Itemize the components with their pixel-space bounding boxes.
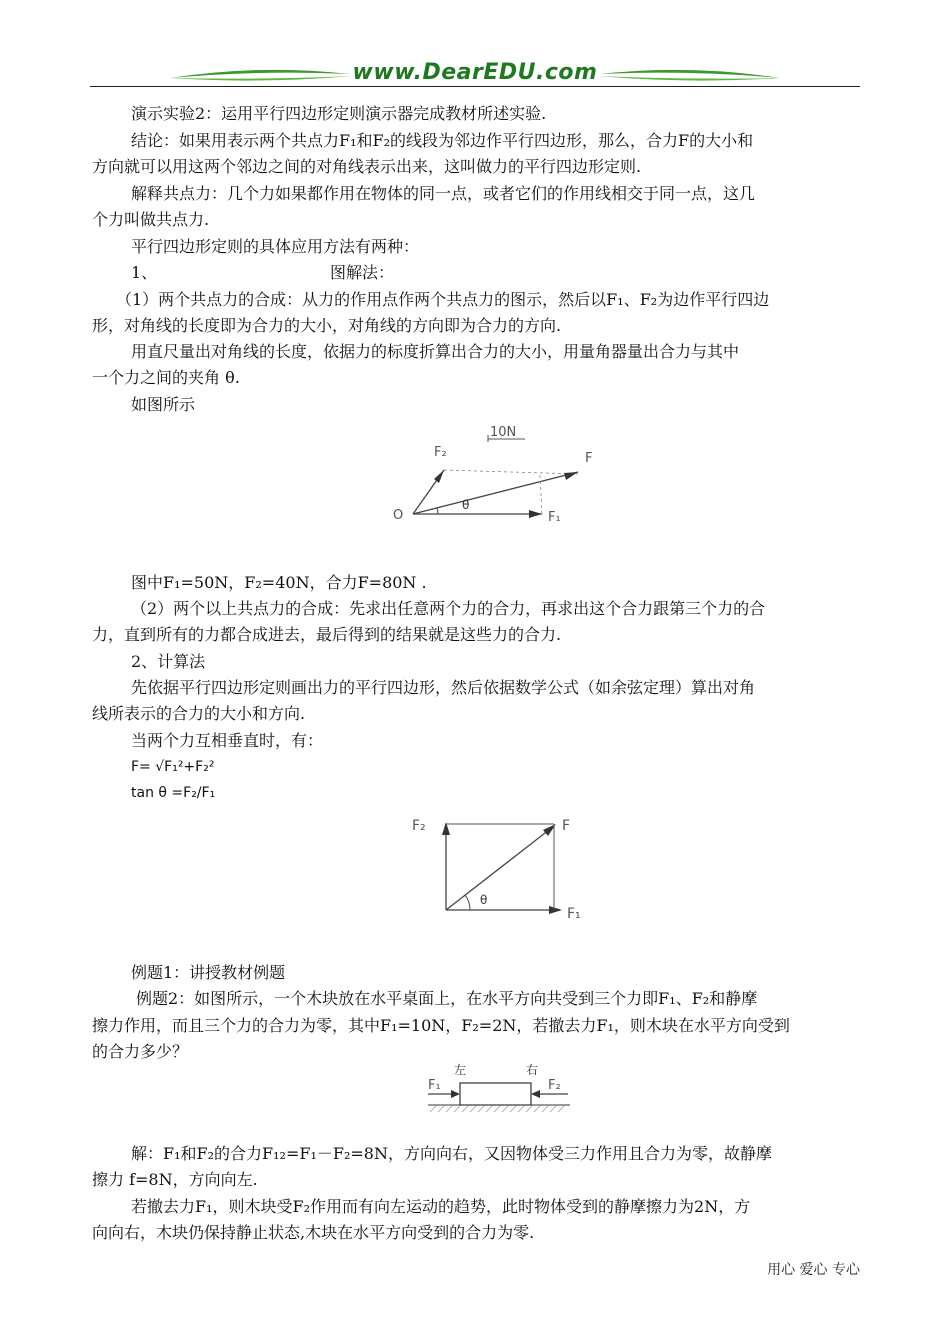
- text-line: 方向就可以用这两个邻边之间的对角线表示出来，这叫做力的平行四边形定则.: [92, 157, 642, 176]
- text-line: 先依据平行四边形定则画出力的平行四边形，然后依据数学公式（如余弦定理）算出对角: [131, 678, 756, 697]
- text-line: 解释共点力：几个力如果都作用在物体的同一点，或者它们的作用线相交于同一点，这几: [131, 184, 756, 203]
- parallelogram-top: [444, 470, 578, 474]
- text-line: 例题1：讲授教材例题: [131, 963, 286, 982]
- text-line: 一个力之间的夹角 θ.: [92, 368, 240, 387]
- text-line: 若撤去力F₁，则木块受F₂作用而有向左运动的趋势，此时物体受到的静摩擦力为2N，方: [131, 1197, 751, 1216]
- right-label: 右: [526, 1063, 539, 1077]
- text-line: 个力叫做共点力.: [92, 210, 210, 229]
- text-line: 当两个力互相垂直时，有：: [131, 731, 324, 750]
- figure-parallelogram-graphic: [380, 420, 593, 530]
- text-line: 例题2：如图所示，一个木块放在水平桌面上，在水平方向共受到三个力即F₁、F₂和静摩: [136, 989, 758, 1008]
- text-line: 擦力作用，而且三个力的合力为零，其中F₁=10N，F₂=2N，若撤去力F₁，则木块在水平方向受到: [92, 1016, 790, 1035]
- text-line: 如图所示: [131, 395, 196, 414]
- text-line: （1）两个共点力的合成：从力的作用点作两个共点力的图示，然后以F₁、F₂为边作平行四边: [116, 290, 770, 309]
- f-label: F: [585, 451, 593, 466]
- page-footer: 用心 爱心 专心: [767, 1262, 860, 1278]
- site-logo-text: www.DearEDU.com: [352, 60, 598, 85]
- text-line: 平行四边形定则的具体应用方法有两种：: [131, 237, 420, 256]
- text-line: 向向右，木块仍保持静止状态,木块在水平方向受到的合力为零.: [92, 1223, 535, 1242]
- figure-perpendicular-forces: [400, 810, 600, 925]
- f2-label: F₂: [412, 818, 426, 834]
- formula-tan: tan θ =F₂/F₁: [131, 785, 216, 801]
- text-line: 图中F₁=50N，F₂=40N，合力F=80N .: [131, 573, 427, 592]
- f-label: F: [562, 818, 571, 834]
- text-line: 线所表示的合力的大小和方向.: [92, 704, 306, 723]
- header-rule: [90, 86, 860, 87]
- text-line: （2）两个以上共点力的合成：先求出任意两个力的合力，再求出这个合力跟第三个力的合: [131, 599, 766, 618]
- text-line: 1、: [131, 263, 158, 282]
- text-line: 的合力多少？: [92, 1042, 189, 1061]
- formula-resultant: F= √F₁²+F₂²: [131, 759, 215, 775]
- text-line: 解：F₁和F₂的合力F₁₂=F₁－F₂=8N，方向向右，又因物体受三力作用且合力为零，故静摩: [131, 1144, 772, 1163]
- text-line: 演示实验2：运用平行四边形定则演示器完成教材所述实验.: [131, 104, 547, 123]
- f1-label: F₁: [428, 1078, 441, 1093]
- text-line: 用直尺量出对角线的长度，依据力的标度折算出合力的大小，用量角器量出合力与其中: [131, 342, 740, 361]
- f1-label: F₁: [567, 906, 581, 922]
- text-line: 擦力 f=8N，方向向左.: [92, 1170, 258, 1189]
- wooden-block: [460, 1083, 531, 1105]
- figure-block-on-table: [420, 1062, 580, 1122]
- f2-label: F₂: [434, 445, 447, 460]
- text-line: 形，对角线的长度即为合力的大小，对角线的方向即为合力的方向.: [92, 316, 562, 335]
- text-line: 2、计算法: [131, 652, 206, 671]
- f1-label: F₁: [548, 510, 561, 525]
- text-line: 图解法：: [330, 263, 395, 282]
- theta-label: θ: [480, 893, 488, 907]
- left-label: 左: [454, 1063, 467, 1077]
- text-line: 力，直到所有的力都合成进去，最后得到的结果就是这些力的合力.: [92, 625, 562, 644]
- scale-label: 10N: [490, 425, 517, 440]
- text-line: 结论：如果用表示两个共点力F₁和F₂的线段为邻边作平行四边形，那么，合力F的大小和: [131, 131, 754, 150]
- arrow-f: [446, 826, 554, 910]
- origin-label: O: [393, 508, 404, 523]
- f2-label: F₂: [548, 1078, 561, 1093]
- theta-label: θ: [462, 498, 470, 512]
